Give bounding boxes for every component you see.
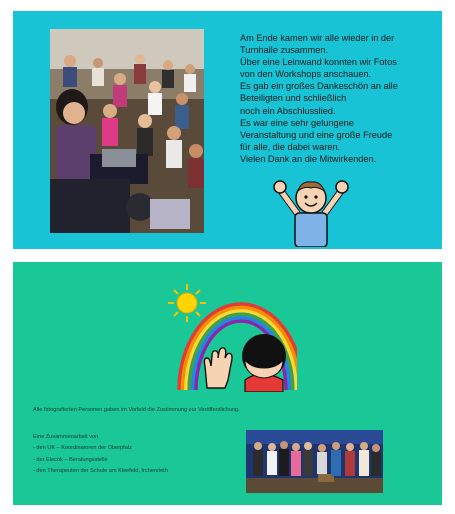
text-line: Über eine Leinwand konnten wir Fotos [240, 57, 397, 68]
text-line: von den Workshops anschauen. [240, 69, 372, 80]
text-line: Es gab ein großes Dankeschön an alle [240, 81, 398, 92]
collab-item: - den Therapeuten der Schule am Kleefeld, Irchenrieth [33, 467, 168, 474]
text-line: Veranstaltung und eine große Freude [240, 129, 393, 140]
text-line: für alle, die dabei waren. [240, 141, 341, 152]
slide-text [240, 32, 440, 165]
text-line: Vielen Dank an die Mitwirkenden. [240, 153, 377, 164]
collab-item: - den UK – Koordinatoren der Oberpfalz [33, 445, 132, 452]
happy-boy-arms-raised-icon [271, 169, 351, 247]
photo-sports-hall [50, 29, 204, 233]
text-line: Am Ende kamen wir alle wieder in der [240, 33, 395, 43]
collaboration-list [33, 434, 168, 479]
slide-top [13, 11, 442, 249]
text-line: noch ein Abschlusslied. [240, 105, 336, 116]
consent-note: Alle fotografierten Personen gaben im Vorfeld die Zustimmung zur Veröffentlichung. [33, 407, 240, 413]
photo-group-on-stage [246, 430, 383, 493]
slide-bottom [13, 262, 442, 505]
sun-rainbow-waving-person-icon [165, 280, 297, 392]
collab-item: - der Elecok – Beratungsstelle [33, 456, 108, 463]
text-line: Es war eine sehr gelungene [240, 117, 354, 128]
text-line: Beteiligten und schließlich [240, 93, 347, 104]
text-line: Turnhalle zusammen. [240, 45, 328, 56]
collab-heading: Eine Zusammenarbeit von [33, 434, 99, 440]
